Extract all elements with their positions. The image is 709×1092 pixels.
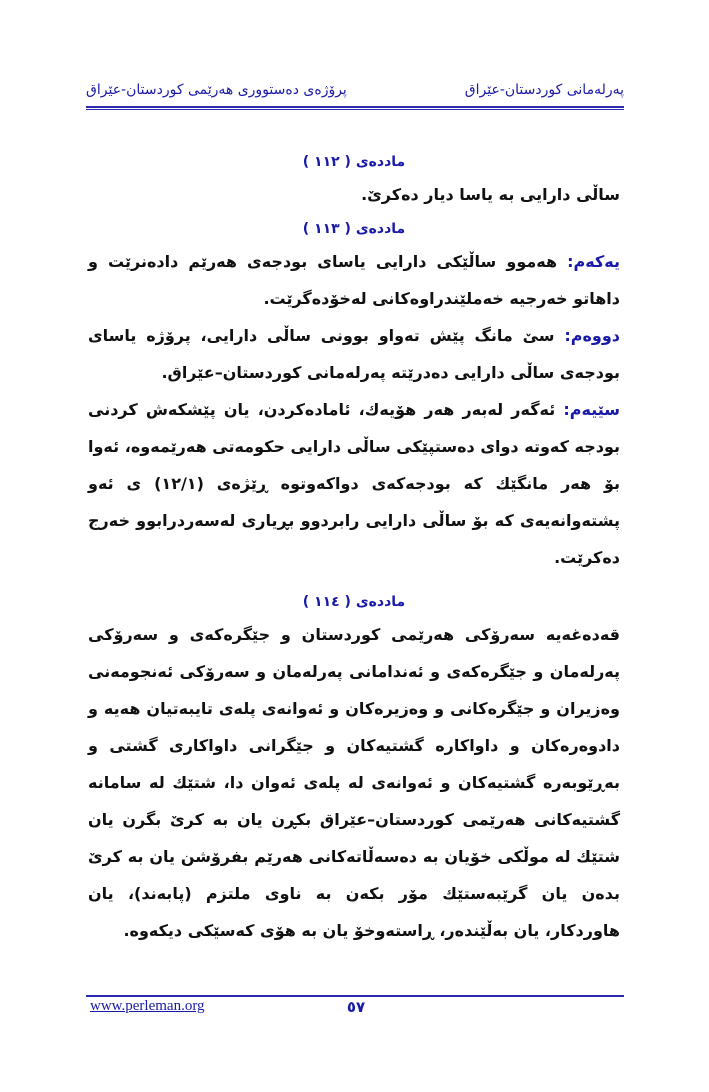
- article-paragraph: [88, 176, 620, 213]
- header-right-title: پەرلەمانی کوردستان-عێراق: [464, 82, 624, 98]
- article-112: [88, 152, 620, 213]
- paragraph-text: ئەگەر لەبەر هەر هۆیەك، ئامادەکردن، یان پێشکەش کردنی بودجە کەوتە دوای دەستپێکی ساڵی دارایی حکومەتی هەرێمەوە، ئەوا بۆ هەر مانگێك کە بودجەکەی دواکەوتوە ڕێژەی (١٢/١) ی ئەو پشتەوانەیەی کە بۆ ساڵی دارایی رابردوو بڕیاری لەسەردرابوو خەرج دەکرێت.: [88, 400, 621, 567]
- section-gap: [88, 576, 620, 586]
- article-title: ماددەی ( ١١٤ ): [302, 594, 406, 610]
- article-paragraph: [88, 243, 620, 317]
- page-header: [86, 78, 624, 102]
- page-number: ٥٧: [346, 998, 366, 1016]
- article-114: [88, 592, 620, 949]
- footer-divider: [86, 995, 624, 997]
- header-left-title: پرۆژەی دەستووری هەرێمی کوردستان-عێراق: [86, 82, 347, 98]
- article-title: ماددەی ( ١١٢ ): [302, 154, 406, 170]
- page-footer: [86, 998, 624, 1020]
- page-body: [88, 146, 620, 949]
- paragraph-label: سێیەم:: [563, 400, 620, 419]
- paragraph-text: ساڵی دارایی بە یاسا دیار دەکرێ.: [361, 185, 620, 204]
- paragraph-label: یەکەم:: [567, 252, 620, 271]
- footer-link[interactable]: www.perleman.org: [90, 998, 205, 1014]
- paragraph-text: قەدەغەیە سەرۆکی هەرێمی کوردستان و جێگرەکەی و سەرۆکی پەرلەمان و جێگرەکەی و ئەندامانی پەرلەمان و سەرۆکی ئەنجومەنی وەزیران و جێگرەکانی و وەزیرەکان و ئەوانەی پلەی تایبەتیان هەیە و دادوەرەکان و داواکارە گشتیەکان و جێگرانی داواکاری گشتی و بەڕێوبەرە گشتیەکان و ئەوانەی لە پلەی ئەوان دا، شتێك لە سامانە گشتیەکانی هەرێمی کوردستان–عێراق بکڕن یان بە کرێ بگرن یان شتێك لە موڵکی خۆیان بە دەسەڵاتەکانی هەرێم بفرۆشن یان بە کرێ بدەن یان گرێبەستێك مۆر بکەن بە ناوی ملتزم (پابەند)، یان هاوردکار، یان بەڵێندەر، ڕاستەوخۆ یان بە هۆی کەسێکی دیکەوە.: [88, 625, 620, 940]
- paragraph-label: دووەم:: [564, 326, 620, 345]
- article-113: [88, 219, 620, 576]
- paragraph-text: هەموو ساڵێکی دارایی یاسای بودجەی هەرێم دادەنرێت و داهاتو خەرجیە خەملێندراوەکانی لەخۆدەگرێت.: [88, 252, 620, 308]
- header-divider: [86, 106, 624, 108]
- article-title: ماددەی ( ١١٣ ): [302, 221, 406, 237]
- paragraph-text: سێ مانگ پێش تەواو بوونی ساڵی دارایی، پرۆژە یاسای بودجەی ساڵی دارایی دەدرێتە پەرلەمانی کوردستان–عێراق.: [88, 326, 620, 382]
- article-paragraph: [88, 616, 620, 949]
- article-paragraph: [88, 317, 620, 391]
- article-paragraph: [88, 391, 620, 576]
- header-divider-thin: [86, 109, 624, 110]
